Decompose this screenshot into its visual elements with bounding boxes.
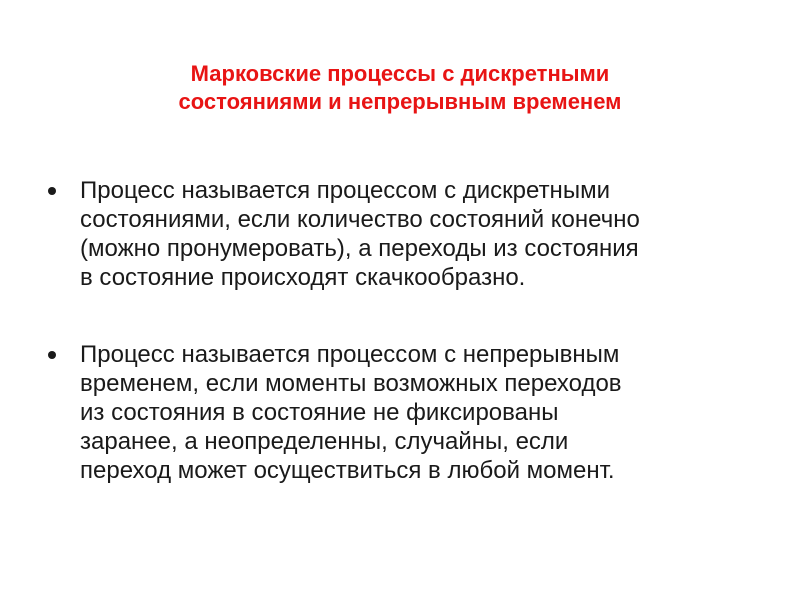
bullet-1-line-2: состояниями, если количество состояний конечно: [80, 206, 640, 233]
bullet-2-line-3: из состояния в состояние не фиксированы: [80, 399, 559, 426]
bullet-item-discrete-states: [46, 176, 766, 292]
slide-title: [60, 60, 740, 116]
bullet-2-line-1: Процесс называется процессом с непрерывным: [80, 341, 620, 368]
bullet-item-continuous-time: [46, 340, 766, 485]
bullet-2-line-2: временем, если моменты возможных переходов: [80, 370, 622, 397]
bullet-1-line-4: в состояние происходят скачкообразно.: [80, 264, 526, 291]
bullet-icon: [48, 187, 56, 195]
bullet-icon: [48, 351, 56, 359]
bullet-2-line-5: переход может осуществиться в любой момент.: [80, 457, 615, 484]
bullet-2-line-4: заранее, а неопределенны, случайны, если: [80, 428, 569, 455]
bullet-1-line-3: (можно пронумеровать), а переходы из состояния: [80, 235, 639, 262]
slide-title-line-1: Марковские процессы с дискретными: [190, 61, 610, 86]
bullet-1-line-1: Процесс называется процессом с дискретными: [80, 177, 610, 204]
bullet-list: [46, 176, 766, 485]
slide-title-line-2: состояниями и непрерывным временем: [178, 89, 622, 114]
